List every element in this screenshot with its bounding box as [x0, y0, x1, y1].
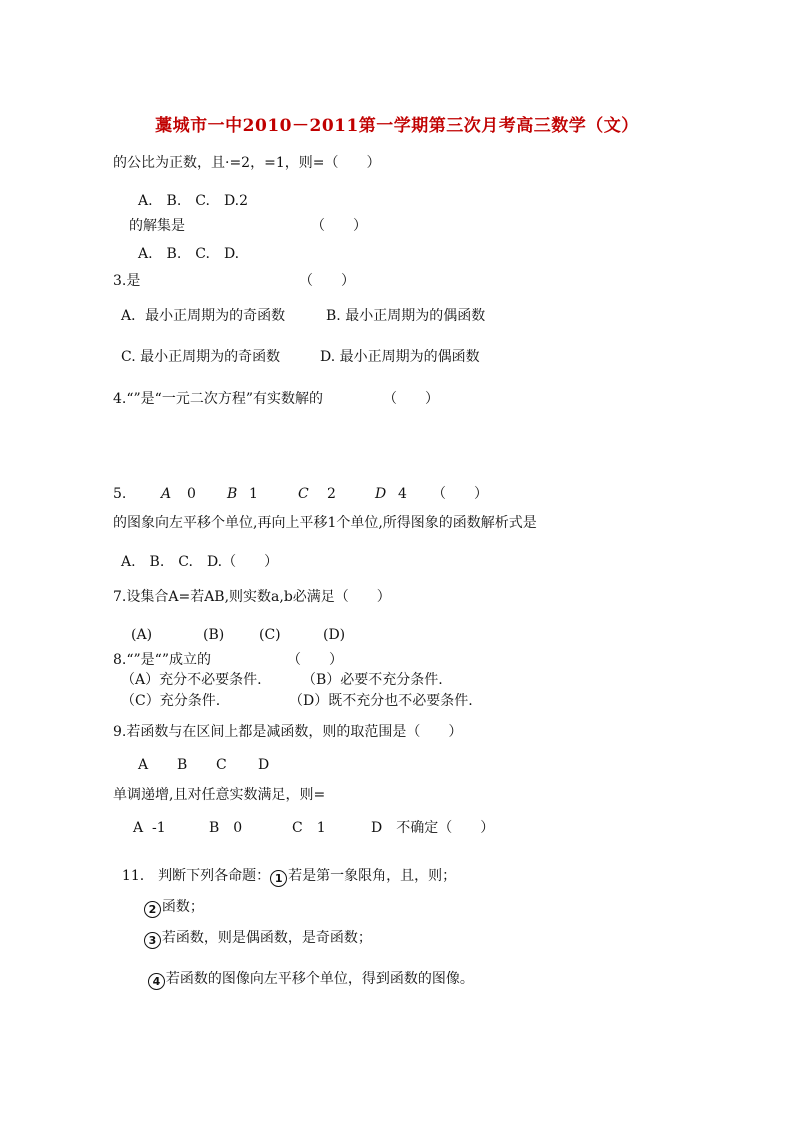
q3-stem: 3.是	[113, 273, 141, 289]
q10-stem: 单调递增,且对任意实数满足，则=	[113, 787, 326, 803]
q2-answer-paren: （ ）	[311, 218, 367, 234]
q9-option-c: C	[216, 757, 227, 773]
q7-option-b: (B)	[203, 627, 225, 643]
circled-number-3: 3	[144, 932, 161, 949]
circled-number-2: 2	[144, 901, 161, 918]
q11-item-4	[139, 952, 474, 990]
q1-options: A. B. C. D.2	[138, 193, 249, 209]
q3-answer-paren: （ ）	[299, 273, 355, 289]
q4-stem: 4.“”是“一元二次方程”有实数解的	[113, 391, 323, 407]
q4-answer-paren: （ ）	[383, 391, 439, 407]
circled-number-4: 4	[148, 973, 165, 990]
q5-option-c-value: 2	[327, 486, 336, 502]
q5-option-d-value: 4	[398, 486, 407, 502]
q9-option-b: B	[177, 757, 188, 773]
q8-answer-paren: （ ）	[287, 652, 343, 668]
q5-option-b-value: 1	[249, 486, 258, 502]
q10-option-a: A -1	[133, 820, 166, 836]
q11-item-2-text: 函数；	[161, 899, 204, 915]
q7-stem: 7.设集合A=若AB,则实数a,b必满足（ ）	[113, 589, 391, 605]
circled-number-1: 1	[270, 870, 287, 887]
q5-option-b-label: B	[227, 486, 238, 502]
q9-stem: 9.若函数与在区间上都是减函数，则的取范围是（ ）	[113, 724, 463, 740]
q7-option-d: (D)	[323, 627, 346, 643]
q2-stem: 的解集是	[129, 218, 185, 234]
q8-option-b: （B）必要不充分条件.	[302, 672, 443, 688]
q9-option-a: A	[138, 757, 149, 773]
q9-option-d: D	[258, 757, 270, 773]
q7-option-c: (C)	[259, 627, 281, 643]
q11-item-1-text: 若是第一象限角，且，则；	[288, 868, 457, 884]
q11-item-3-text: 若函数，则是偶函数，是奇函数；	[161, 930, 372, 946]
q5-answer-paren: （ ）	[432, 486, 488, 502]
q10-option-b: B 0	[209, 820, 243, 836]
q5-option-a-value: 0	[187, 486, 196, 502]
q3-option-a: A．最小正周期为的奇函数	[121, 308, 286, 324]
q11-item-3	[135, 911, 372, 949]
q3-option-c: C. 最小正周期为的奇函数	[121, 349, 281, 365]
q6-stem: 的图象向左平移个单位,再向上平移1个单位,所得图象的函数解析式是	[113, 515, 537, 531]
q10-option-d: D 不确定（ ）	[371, 820, 495, 836]
q8-option-d: （D）既不充分也不必要条件.	[289, 693, 473, 709]
q3-option-d: D. 最小正周期为的偶函数	[320, 349, 480, 365]
q5-option-c-label: C	[298, 486, 309, 502]
q11-item-4-text: 若函数的图像向左平移个单位，得到函数的图像。	[165, 971, 474, 987]
q8-stem: 8.“”是“”成立的	[113, 652, 211, 668]
q11-stem-text: 11. 判断下列各命题：	[121, 868, 271, 884]
q3-option-b: B. 最小正周期为的偶函数	[326, 308, 486, 324]
q7-option-a: (A)	[131, 627, 153, 643]
page-title: 藁城市一中2010－2011第一学期第三次月考高三数学（文）	[155, 116, 639, 136]
q8-option-c: （C）充分条件.	[121, 693, 221, 709]
q5-option-a-label: A	[161, 486, 172, 502]
q8-option-a: （A）充分不必要条件.	[121, 672, 262, 688]
q1-stem: 的公比为正数，且·=2，=1，则=（ ）	[113, 155, 381, 171]
q5-option-d-label: D	[375, 486, 387, 502]
q2-options: A. B. C. D.	[138, 246, 240, 262]
q10-option-c: C 1	[292, 820, 326, 836]
q5-number: 5.	[113, 486, 127, 502]
q6-options: A. B. C. D.（ ）	[121, 554, 279, 570]
